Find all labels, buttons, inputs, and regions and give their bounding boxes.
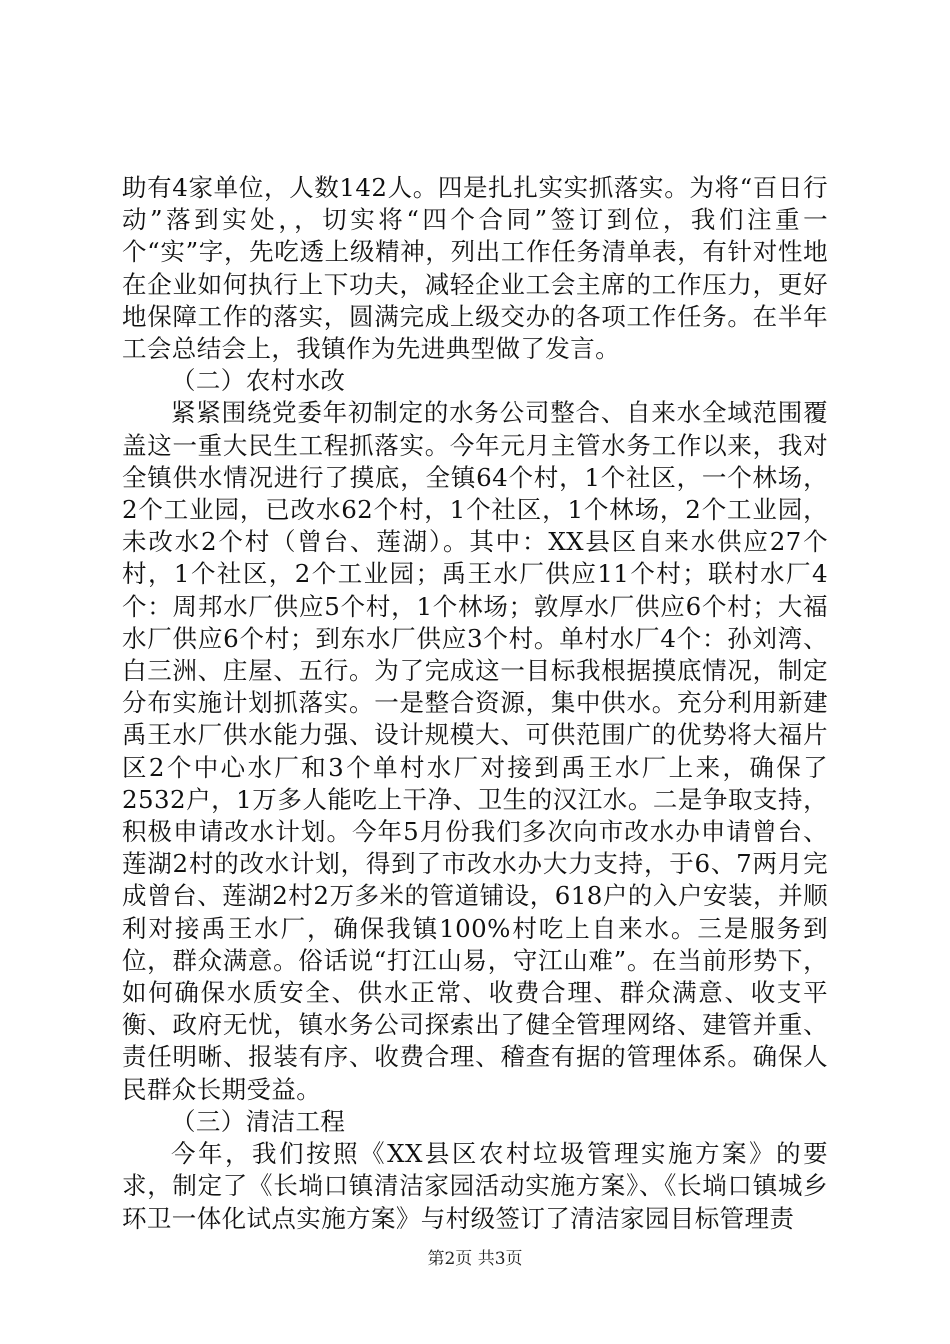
paragraph-rural-water: 紧紧围绕党委年初制定的水务公司整合、自来水全域范围覆盖这一重大民生工程抓落实。今年元月主管水务工作以来，我对全镇供水情况进行了摸底，全镇64个村，1个社区，一个林场，2个工业园，已改水62个村，1个社区，1个林场，2个工业园，未改水2个村（曾台、莲湖）。其中：XX县区自来水供应27个村，1个社区，2个工业园；禹王水厂供应11个村；联村水厂4个：周邦水厂供应5个村，1个林场；敦厚水厂供应6个村；大福水厂供应6个村；到东水厂供应3个村。单村水厂4个：孙刘湾、白三洲、庄屋、五行。为了完成这一目标我根据摸底情况，制定分布实施计划抓落实。一是整合资源，集中供水。充分利用新建禹王水厂供水能力强、设计规模大、可供范围广的优势将大福片区2个中心水厂和3个单村水厂对接到禹王水厂上来，确保了2532户，1万多人能吃上干净、卫生的汉江水。二是争取支持，积极申请改水计划。今年5月份我们多次向市改水办申请曾台、莲湖2村的改水计划，得到了市改水办大力支持，于6、7两月完成曾台、莲湖2村2万多米的管道铺设，618户的入户安装，并顺利对接禹王水厂，确保我镇100%村吃上自来水。三是服务到位，群众满意。俗话说“打江山易，守江山难”。在当前形势下，如何确保水质安全、供水正常、收费合理、群众满意、收支平衡、政府无忧，镇水务公司探索出了健全管理网络、建管并重、责任明晰、报装有序、收费合理、稽查有据的管理体系。确保人民群众长期受益。 (122, 398, 828, 1104)
section-heading-rural-water: （二）农村水改 (171, 366, 346, 396)
page-footer: 第2页 共3页 (427, 1249, 523, 1269)
section-heading-clean-project: （三）清洁工程 (171, 1106, 346, 1136)
paragraph-union-work-continuation: 助有4家单位，人数142人。四是扎扎实实抓落实。为将“百日行动”落到实处，，切实将“四个合同”签订到位，我们注重一个“实”字，先吃透上级精神，列出工作任务清单表，有针对性地在企业如何执行上下功夫，减轻企业工会主席的工作压力，更好地保障工作的落实，圆满完成上级交办的各项工作任务。在半年工会总结会上，我镇作为先进典型做了发言。 (122, 173, 828, 364)
paragraph-clean-project: 今年，我们按照《XX县区农村垃圾管理实施方案》的要求，制定了《长埫口镇清洁家园活动实施方案》、《长埫口镇城乡环卫一体化试点实施方案》与村级签订了清洁家园目标管理责 (122, 1139, 828, 1233)
document-body (122, 172, 828, 1235)
